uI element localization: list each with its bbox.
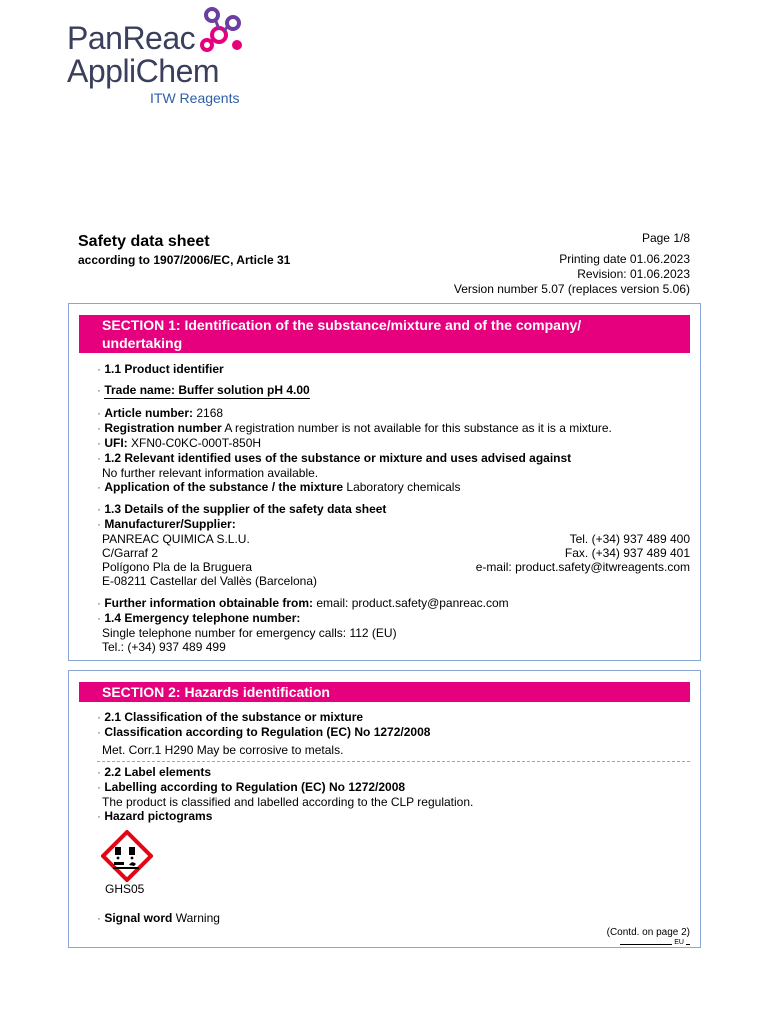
label-elements: · 2.2 Label elements xyxy=(97,765,212,779)
supplier-tel: Tel. (+34) 937 489 400 xyxy=(569,532,690,546)
address-line: Polígono Pla de la Bruguera xyxy=(102,560,253,574)
emergency-telephone: · 1.4 Emergency telephone number: xyxy=(97,611,301,625)
relevant-uses-value: No further relevant information available. xyxy=(102,466,319,480)
logo-line2: AppliChem xyxy=(67,53,220,89)
classification-regulation: · Classification according to Regulation (EC) No 1272/2008 xyxy=(97,725,431,739)
section2-heading: SECTION 2: Hazards identification xyxy=(79,682,690,702)
ufi: · UFI: XFN0-C0KC-000T-850H xyxy=(97,436,262,450)
printing-date: Printing date 01.06.2023 xyxy=(559,252,690,266)
trade-name: · Trade name: Buffer solution pH 4.00 xyxy=(97,383,310,397)
application: · Application of the substance / the mixture Laboratory chemicals xyxy=(97,480,461,494)
section1-heading-line2: undertaking xyxy=(102,335,183,351)
revision-date: Revision: 01.06.2023 xyxy=(577,267,690,281)
further-information: · Further information obtainable from: email: product.safety@panreac.com xyxy=(97,596,509,610)
document-subtitle: according to 1907/2006/EC, Article 31 xyxy=(78,253,291,267)
page-number: Page 1/8 xyxy=(641,231,690,245)
registration-number: · Registration number A registration number is not available for this substance as it is a mixture. xyxy=(97,421,612,435)
corrosion-icon xyxy=(101,830,153,882)
version-number: Version number 5.07 (replaces version 5.06) xyxy=(453,282,690,296)
article-number: · Article number: 2168 xyxy=(97,406,224,420)
manufacturer-label: · Manufacturer/Supplier: xyxy=(97,517,236,531)
signal-word: · Signal word Warning xyxy=(97,911,220,925)
pictogram-code: GHS05 xyxy=(105,882,145,896)
continued-note: (Contd. on page 2) xyxy=(606,927,690,938)
classification-heading: · 2.1 Classification of the substance or mixture xyxy=(97,710,364,724)
address-line: PANREAC QUIMICA S.L.U. xyxy=(102,532,250,546)
supplier-email[interactable]: e-mail: product.safety@itwreagents.com xyxy=(475,560,690,574)
address-line: C/Garraf 2 xyxy=(102,546,159,560)
emergency-line: Tel.: (+34) 937 489 499 xyxy=(102,640,226,654)
molecule-logo-icon xyxy=(195,5,250,60)
divider xyxy=(97,761,690,762)
relevant-uses: · 1.2 Relevant identified uses of the substance or mixture and uses advised against xyxy=(97,451,572,465)
eu-tag: EU xyxy=(674,939,684,946)
labelling-regulation: · Labelling according to Regulation (EC) No 1272/2008 xyxy=(97,780,406,794)
labelling-value: The product is classified and labelled according to the CLP regulation. xyxy=(102,795,474,809)
document-title: Safety data sheet xyxy=(78,233,210,250)
logo-line3: ITW Reagents xyxy=(150,90,240,106)
section1-heading-line1: SECTION 1: Identification of the substance/mixture and of the company/ xyxy=(102,317,582,333)
supplier-details: · 1.3 Details of the supplier of the safety data sheet xyxy=(97,502,387,516)
further-email-link[interactable]: email: product.safety@panreac.com xyxy=(316,596,509,610)
hazard-pictograms: · Hazard pictograms xyxy=(97,809,213,823)
address-line: E-08211 Castellar del Vallès (Barcelona) xyxy=(102,574,317,588)
classification-value: Met. Corr.1 H290 May be corrosive to metals. xyxy=(102,743,344,757)
product-identifier: · 1.1 Product identifier xyxy=(97,362,224,376)
section1-heading xyxy=(79,315,690,353)
supplier-fax: Fax. (+34) 937 489 401 xyxy=(564,546,690,560)
logo-line1: PanReac xyxy=(67,20,196,56)
emergency-line: Single telephone number for emergency calls: 112 (EU) xyxy=(102,626,397,640)
